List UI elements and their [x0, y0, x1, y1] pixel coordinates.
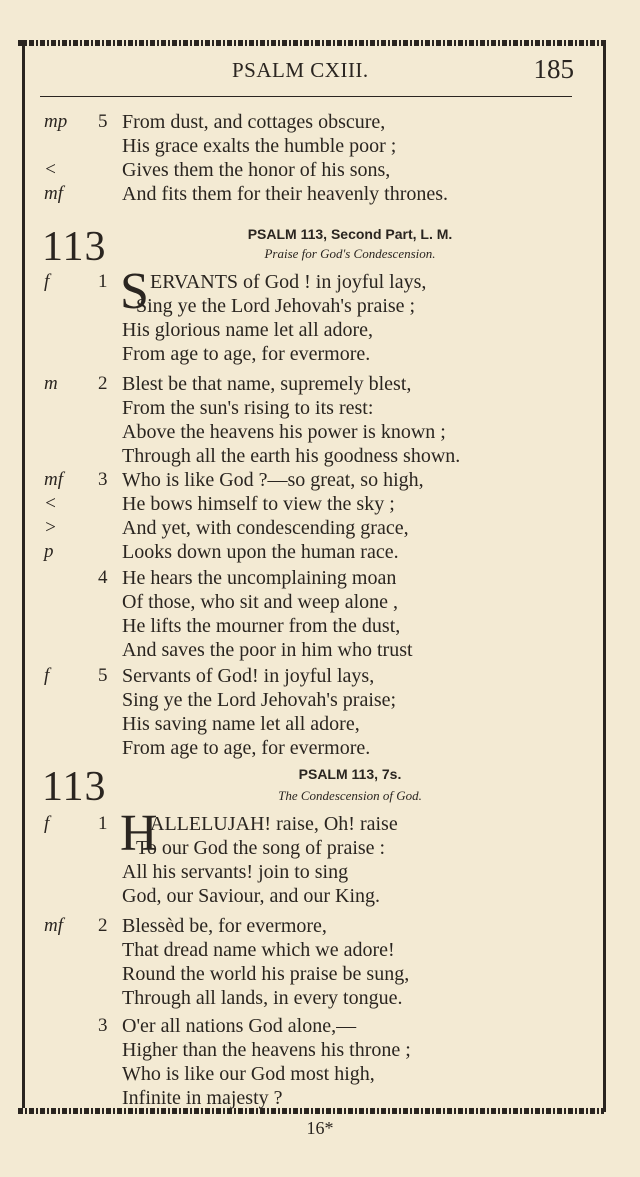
running-title: PSALM CXIII.	[232, 58, 369, 82]
dynamic-marking: mf	[44, 469, 63, 490]
verse-text: Infinite in majesty ?	[122, 1087, 283, 1109]
verse-text: His grace exalts the humble poor ;	[122, 135, 397, 157]
verse-text: He lifts the mourner from the dust,	[122, 615, 401, 637]
verse-line	[0, 712, 640, 736]
verse-text: Who is like our God most high,	[122, 1063, 375, 1085]
header-divider	[40, 96, 572, 97]
verse-line	[0, 1038, 640, 1062]
verse-line	[0, 540, 640, 564]
verse-line	[0, 516, 640, 540]
dynamic-marking: mf	[44, 915, 63, 936]
verse-text: He bows himself to view the sky ;	[122, 493, 395, 515]
verse-line	[0, 638, 640, 662]
verse-line	[0, 444, 640, 468]
verse-text: From age to age, for evermore.	[122, 343, 371, 365]
dynamic-marking: mf	[44, 183, 63, 204]
verse-line	[0, 688, 640, 712]
verse-text: ERVANTS of God ! in joyful lays,	[150, 271, 427, 293]
dynamic-marking: <	[44, 493, 57, 514]
verse-text: Sing ye the Lord Jehovah's praise ;	[136, 295, 416, 317]
verse-text: All his servants! join to sing	[122, 861, 349, 883]
verse-line	[0, 182, 640, 206]
verse-text: From age to age, for evermore.	[122, 737, 371, 759]
verse-text: And fits them for their heavenly thrones.	[122, 183, 449, 205]
hymn-number: 113	[42, 224, 107, 270]
verse-text: ALLELUJAH! raise, Oh! raise	[150, 813, 398, 835]
verse-line	[0, 736, 640, 760]
verse-line	[0, 914, 640, 938]
verse-line	[0, 664, 640, 688]
verse-text: And saves the poor in him who trust	[122, 639, 413, 661]
hymn-number: 113	[42, 764, 107, 810]
verse-line	[0, 938, 640, 962]
verse-text: Through all the earth his goodness shown.	[122, 445, 461, 467]
verse-line	[0, 158, 640, 182]
verse-line	[0, 566, 640, 590]
verse-number: 5	[98, 665, 108, 686]
verse-text: From dust, and cottages obscure,	[122, 111, 386, 133]
verse-number: 3	[98, 1015, 108, 1036]
verse-number: 4	[98, 567, 108, 588]
verse-text: His saving name let all adore,	[122, 713, 360, 735]
verse-line	[0, 420, 640, 444]
dynamic-marking: <	[44, 159, 57, 180]
verse-text: Looks down upon the human race.	[122, 541, 399, 563]
verse-text: Blest be that name, supremely blest,	[122, 373, 412, 395]
verse-line	[0, 986, 640, 1010]
verse-text: From the sun's rising to its rest:	[122, 397, 374, 419]
verse-text: His glorious name let all adore,	[122, 319, 374, 341]
hymn-title: PSALM 113, 7s.	[298, 766, 402, 782]
verse-line	[0, 836, 640, 860]
dynamic-marking: f	[44, 813, 50, 834]
verse-line	[0, 1062, 640, 1086]
verse-number: 5	[98, 111, 108, 132]
verse-line	[0, 1014, 640, 1038]
verse-line	[0, 318, 640, 342]
verse-text: Higher than the heavens his throne ;	[122, 1039, 411, 1061]
verse-text: Round the world his praise be sung,	[122, 963, 410, 985]
verse-text: O'er all nations God alone,—	[122, 1015, 357, 1037]
verse-number: 2	[98, 373, 108, 394]
verse-text: Of those, who sit and weep alone ,	[122, 591, 399, 613]
verse-line	[0, 590, 640, 614]
verse-text: Blessèd be, for evermore,	[122, 915, 327, 937]
hymn-subtitle: The Condescension of God.	[278, 788, 422, 803]
verse-text: And yet, with condescending grace,	[122, 517, 409, 539]
verse-line	[0, 1086, 640, 1110]
signature-mark: 16*	[306, 1118, 334, 1138]
verse-line	[0, 468, 640, 492]
verse-number: 1	[98, 271, 108, 292]
verse-text: Sing ye the Lord Jehovah's praise;	[122, 689, 397, 711]
verse-text: Who is like God ?—so great, so high,	[122, 469, 424, 491]
dynamic-marking: m	[44, 373, 58, 394]
verse-text: Above the heavens his power is known ;	[122, 421, 446, 443]
dynamic-marking: mp	[44, 111, 68, 132]
verse-number: 1	[98, 813, 108, 834]
verse-line	[0, 134, 640, 158]
verse-line	[0, 110, 640, 134]
hymn-title: PSALM 113, Second Part, L. M.	[247, 226, 453, 242]
verse-text: Gives them the honor of his sons,	[122, 159, 391, 181]
verse-line	[0, 294, 640, 318]
drop-cap: H	[120, 805, 158, 862]
verse-number: 3	[98, 469, 108, 490]
dynamic-marking: f	[44, 271, 50, 292]
verse-text: God, our Saviour, and our King.	[122, 885, 381, 907]
dynamic-marking: >	[44, 517, 57, 538]
hymn-subtitle: Praise for God's Condescension.	[264, 246, 436, 261]
verse-line	[0, 962, 640, 986]
verse-text: Servants of God! in joyful lays,	[122, 665, 375, 687]
verse-line	[0, 884, 640, 908]
verse-line	[0, 396, 640, 420]
verse-line	[0, 860, 640, 884]
dynamic-marking: f	[44, 665, 50, 686]
verse-line	[0, 492, 640, 516]
verse-line	[0, 372, 640, 396]
verse-line	[0, 342, 640, 366]
verse-line	[0, 614, 640, 638]
verse-text: That dread name which we adore!	[122, 939, 395, 961]
page-number: 185	[533, 54, 574, 84]
drop-cap: S	[120, 263, 149, 320]
dynamic-marking: p	[44, 541, 54, 562]
verse-text: To our God the song of praise :	[136, 837, 386, 859]
verse-text: He hears the uncomplaining moan	[122, 567, 397, 589]
verse-number: 2	[98, 915, 108, 936]
verse-text: Through all lands, in every tongue.	[122, 987, 403, 1009]
